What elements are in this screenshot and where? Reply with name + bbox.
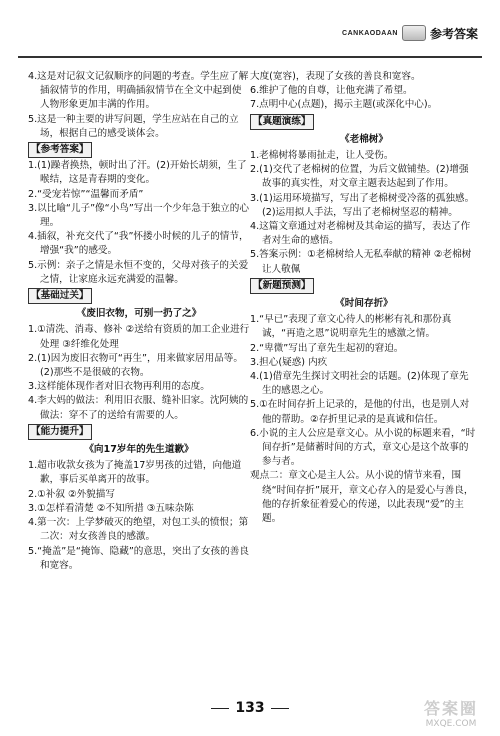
left-column xyxy=(28,70,250,573)
brand xyxy=(342,24,478,42)
answer-item: 4.李大妈的做法：利用旧衣服、缝补旧家。沈阿姨的做法：穿不了的送给有需要的人。 xyxy=(28,395,249,421)
answer-item: 4.插叙，补充交代了“我”怀搂小时候的儿子的情节，增强“我”的感受。 xyxy=(28,231,249,257)
section-label: 【新题预测】 xyxy=(250,278,314,294)
footer-dash xyxy=(271,708,289,709)
answer-item: 1.①清洗、消毒、修补 ②送给有资质的加工企业进行处理 ③纤维化处理 xyxy=(28,324,250,350)
watermark-text: 答案圈 xyxy=(423,699,478,718)
section-label: 【真题演练】 xyxy=(250,114,314,130)
answer-item: 5.这是一种主要的讲写问题，学生应站在自己的立场，根据自己的感受谈体会。 xyxy=(28,113,239,139)
answer-item: 5.答案示例：①老棉树给人无私奉献的精神 ②老棉树让人敬佩 xyxy=(250,249,472,275)
passage-title: 《向17岁年的先生道歉》 xyxy=(84,444,194,456)
page-header xyxy=(0,0,500,60)
answer-item: 4.这篇文章通过对老棉树及其命运的描写，表达了作者对生命的感悟。 xyxy=(250,221,471,247)
watermark xyxy=(412,696,490,730)
answer-item: 5.示例：亲子之情是永恒不变的，父母对孩子的关爱之情，让家庭永远充满爱的温馨。 xyxy=(28,259,249,285)
answer-item: 3.担心(疑惑) 内疚 xyxy=(250,356,328,368)
answer-item: 1.(1)躁者换热，顿时出了汗。(2)开始长胡须，生了喉结，这是青春期的变化。 xyxy=(28,160,247,186)
section-label: 【基础过关】 xyxy=(28,288,92,304)
answer-item: 1.“早已”表现了章文心待人的彬彬有礼和那份真诚，“再造之恩”说明章先生的感激之情。 xyxy=(250,314,452,340)
answer-item: 2.(1)因为废旧衣物可“再生”，用来做家居用品等。(2)那些不是很破的衣物。 xyxy=(28,352,243,379)
answer-item: 1.老棉树将暴雨扯走，让人受伤。 xyxy=(250,150,394,162)
answer-item: 4.(1)借章先生探讨文明社会的话题。(2)体现了章先生的感恩之心。 xyxy=(250,371,469,397)
section-label: 【能力提升】 xyxy=(28,424,92,440)
answer-item: 5.“掩盖”是“掩饰、隐藏”的意思，突出了女孩的善良和宽容。 xyxy=(28,545,249,571)
answer-item: 7.点明中心(点题)，揭示主题(或深化中心)。 xyxy=(250,99,438,111)
passage-title: 《废旧衣物，可别一扔了之》 xyxy=(76,308,202,320)
answer-item: 5.①在时间存折上记录的，是他的付出，也是别人对他的帮助。②存折里记录的是真诚和信任。 xyxy=(250,399,470,425)
footer-dash xyxy=(211,708,229,709)
answer-item: 2.(1)交代了老棉树的位置，为后文做铺垫。(2)增强故事的真实性，对文章主题表达起到了作用。 xyxy=(250,164,469,190)
page-number: 133 xyxy=(235,700,265,716)
section-label: 【参考答案】 xyxy=(28,142,92,158)
answer-item: 4.第一次：上学梦破灭的绝望，对包工头的愤恨；第二次：对女孩善良的感激。 xyxy=(28,517,249,543)
answer-item: 1.超市收款女孩为了掩盖17岁男孩的过错，向他道歉，事后买单离开的故事。 xyxy=(28,460,242,486)
answer-item: 4.这是对记叙文记叙顺序的问题的考查。学生应了解插叙情节的作用，明确插叙情节在全文中起到使人物形象更加丰满的作用。 xyxy=(28,71,249,111)
logo-icon xyxy=(402,25,426,41)
brand-en: CANKAODAAN xyxy=(342,29,398,37)
answer-item: 2.①补叙 ②外貌描写 xyxy=(28,488,115,500)
watermark-url: MXQE.COM xyxy=(425,719,477,729)
passage-title: 《时间存折》 xyxy=(335,298,393,310)
answer-item: 3.以比喻“儿子”像“小鸟”写出一个少年急于独立的心理。 xyxy=(28,202,249,229)
answer-item: 3.(1)运用环境描写，写出了老棉树受冷落的孤独感。(2)运用拟人手法，写出了老棉树坚忍的精神。 xyxy=(250,192,475,218)
answer-item: 6.维护了他的自尊，让他充满了希望。 xyxy=(250,85,413,97)
answer-item: 2.“卑微”写出了章先生起初的窘迫。 xyxy=(250,342,404,354)
right-column xyxy=(250,70,478,526)
answer-item: 2.“受宠若惊”“温馨而矛盾” xyxy=(28,188,144,200)
brand-cn: 参考答案 xyxy=(429,26,478,41)
passage-title: 《老棉树》 xyxy=(340,133,388,145)
answer-item: 大度(宽容)，表现了女孩的善良和宽容。 xyxy=(250,71,421,82)
answer-item: 3.这样能体现作者对旧衣物再利用的态度。 xyxy=(28,381,210,393)
answer-item: 3.①怎样看清楚 ②不知所措 ③五味杂陈 xyxy=(28,502,194,514)
header-rule xyxy=(18,56,482,58)
answer-item: 观点二：章文心是主人公。从小说的情节来看，围绕“时间存折”展开，章文心存入的是爱心与善良，他的存折象征着爱心的传递，以此表现“爱”的主题。 xyxy=(250,470,474,525)
answer-item: 6.小说的主人公应是章文心。从小说的标题来看，“时间存折”是储蓄时间的方式，章文心是这个故事的参与者。 xyxy=(250,427,476,468)
